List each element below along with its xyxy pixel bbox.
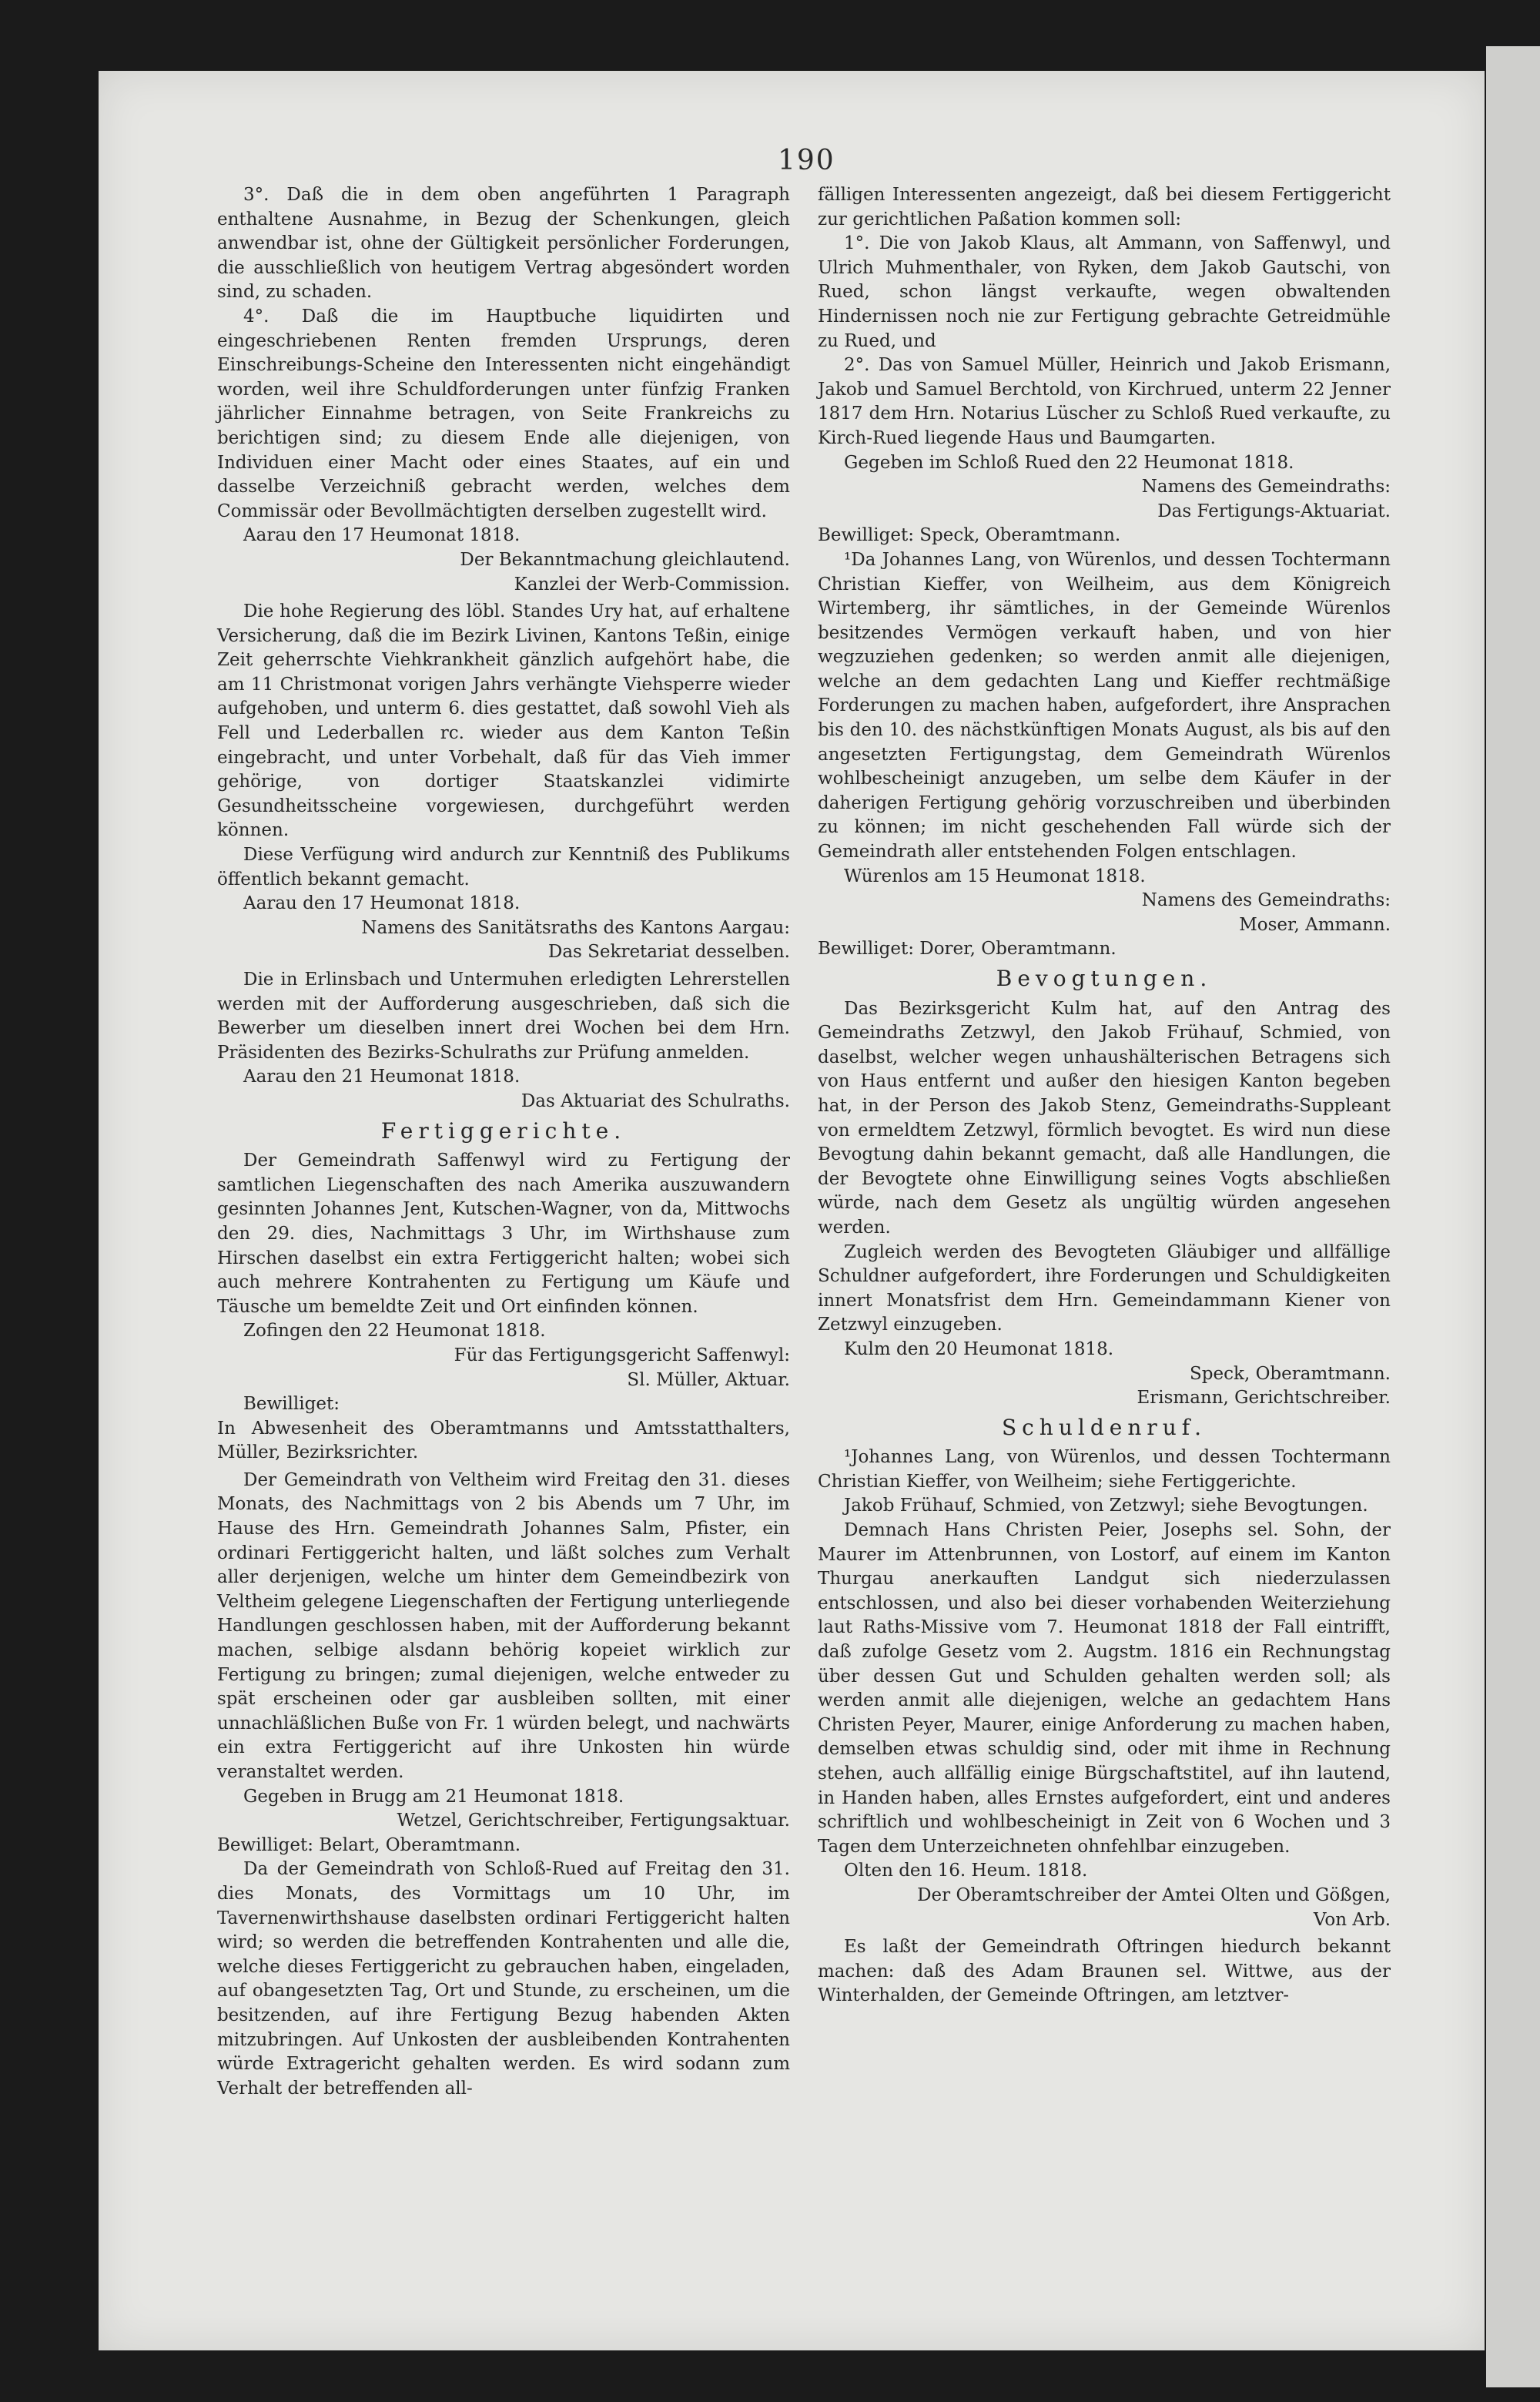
signature-line: Moser, Ammann. bbox=[1239, 914, 1391, 935]
signature-line: Der Bekanntmachung gleichlautend. bbox=[460, 549, 790, 570]
right-column bbox=[818, 183, 1391, 2008]
paragraph: In Abwesenheit des Oberamtmanns und Amtsstatthalters, Müller, Bezirksrichter. bbox=[217, 1418, 790, 1463]
paragraph: Aarau den 17 Heumonat 1818. bbox=[243, 893, 521, 914]
paragraph: Bewilliget: Belart, Oberamtmann. bbox=[217, 1834, 521, 1855]
paragraph: Diese Verfügung wird andurch zur Kenntniß des Publikums öffentlich bekannt gemacht. bbox=[217, 845, 790, 889]
signature-line: Sl. Müller, Aktuar. bbox=[627, 1369, 790, 1390]
paragraph: Der Gemeindrath Saffenwyl wird zu Fertigung der samtlichen Liegenschaften des nach Amerika auszuwandern gesinnten Johannes Jent, Kutschen-Wagner, von da, Mittwochs den 29. dies, Nachmittags 3 Uhr, im Wirthshause zum Hirschen daselbst ein extra Fertiggericht halten; wobei sich auch mehrere Kontrahenten zu Fertigung um Käufe und Täusche um bemeldte Zeit und Ort einfinden können. bbox=[217, 1151, 790, 1317]
paragraph: 3°. Daß die in dem oben angeführten 1 Paragraph enthaltene Ausnahme, in Bezug der Schenkungen, gleich anwendbar ist, ohne der Gültigkeit persönlicher Forderungen, die ausschließlich von heutigem Vertrag abgesöndert worden sind, zu schaden. bbox=[217, 185, 790, 303]
paragraph: 1°. Die von Jakob Klaus, alt Ammann, von Saffenwyl, und Ulrich Muhmenthaler, von Ryken, dem Jakob Gautschi, von Rued, schon längst verkaufte, wegen obwaltenden Hindernissen noch nie zur Fertigung gebrachte Getreidmühle zu Rued, und bbox=[818, 233, 1391, 351]
section-heading: Bevogtungen. bbox=[996, 966, 1213, 991]
paragraph: Das Bezirksgericht Kulm hat, auf den Antrag des Gemeindraths Zetzwyl, den Jakob Frühauf, Schmied, von daselbst, welcher wegen unhaushälterischen Betragens sich von Haus entfernt und außer den hiesigen Kanton begeben hat, in der Person des Jakob Stenz, Gemeindraths-Suppleant von ermeldtem Zetzwyl, förmlich bevogtet. Es wird nun diese Bevogtung dahin bekannt gemacht, daß alle Handlungen, die der Bevogtete ohne Einwilligung seines Vogts abschließen würde, nach dem Gesetz als ungültig würden angesehen werden. bbox=[818, 998, 1391, 1238]
section-heading: Schuldenruf. bbox=[1001, 1414, 1207, 1440]
left-column bbox=[217, 183, 790, 2101]
paragraph: Olten den 16. Heum. 1818. bbox=[844, 1861, 1088, 1881]
paragraph: Demnach Hans Christen Peier, Josephs sel. Sohn, der Maurer im Attenbrunnen, von Lostorf, auf einem im Kanton Thurgau anerkauften Landgut sich niederzulassen entschlossen, und also bei dieser vorhabenden Weiterziehung laut Raths-Missive vom 7. Heumonat 1818 der Fall eintrifft, daß zufolge Gesetz vom 2. Augstm. 1816 ein Rechnungstag über dessen Gut und Schulden gehalten werden soll; als werden anmit alle diejenigen, welche an gedachtem Hans Christen Peyer, Maurer, einige Anforderung zu machen haben, demselben etwas schuldig sind, oder mit ihme in Rechnung stehen, auch allfällig einige Bürgschaftstitel, auf ihn lautend, in Handen haben, alles Ernstes aufgefordert, eint und anderes schriftlich und wohlbescheinigt in Zeit von 6 Wochen und 3 Tagen dem Unterzeichneten ohnfehlbar einzugeben. bbox=[818, 1520, 1391, 1857]
signature-line: Das Fertigungs-Aktuariat. bbox=[1157, 501, 1391, 521]
signature-line: Erismann, Gerichtschreiber. bbox=[1137, 1388, 1391, 1409]
signature-line: Speck, Oberamtmann. bbox=[1190, 1363, 1391, 1384]
section-heading: Fertiggerichte. bbox=[380, 1117, 627, 1144]
paragraph: Gegeben in Brugg am 21 Heumonat 1818. bbox=[243, 1786, 624, 1807]
paragraph: 4°. Daß die im Hauptbuche liquidirten und eingeschriebenen Renten fremden Ursprungs, deren Einschreibungs-Scheine den Interessenten nicht eingehändigt worden, weil ihre Schuldforderungen unter fünfzig Franken jährlicher Einnahme betragen, von Seite Frankreichs zu berichtigen sind; zu diesem Ende alle diejenigen, von Individuen einer Macht oder eines Staates, auf ein und dasselbe Verzeichniß gebracht werden, welches dem Commissär oder Bevollmächtigten derselben zugestellt wird. bbox=[217, 306, 790, 521]
paragraph: Da der Gemeindrath von Schloß-Rued auf Freitag den 31. dies Monats, des Vormittags um 10 Uhr, im Tavernenwirthshause daselbsten ordinari Fertiggericht halten wird; so werden die betreffenden Kontrahenten und alle die, welche dieses Fertiggericht zu gebrauchen haben, eingeladen, auf obangesetzten Tag, Ort und Stunde, zu erscheinen, um die besitzenden, auf ihre Fertigung Bezug habenden Akten mitzubringen. Auf Unkosten der ausbleibenden Kontrahenten würde Extragericht gehalten werden. Es wird sodann zum Verhalt der betreffenden all- bbox=[217, 1859, 790, 2099]
paragraph: 2°. Das von Samuel Müller, Heinrich und Jakob Erismann, Jakob und Samuel Berchtold, von Kirchrued, unterm 22 Jenner 1817 dem Hrn. Notarius Lüscher zu Schloß Rued verkaufte, zu Kirch-Rued liegende Haus und Baumgarten. bbox=[818, 355, 1391, 448]
paragraph: Würenlos am 15 Heumonat 1818. bbox=[844, 866, 1146, 886]
paragraph: Die in Erlinsbach und Untermuhen erledigten Lehrerstellen werden mit der Aufforderung ausgeschrieben, daß sich die Bewerber um dieselben innert drei Wochen bei dem Hrn. Präsidenten des Bezirks-Schulraths zur Prüfung anmelden. bbox=[217, 970, 790, 1063]
paragraph: Bewilliget: bbox=[243, 1394, 340, 1415]
signature-line: Von Arb. bbox=[1313, 1909, 1391, 1930]
paragraph: Zofingen den 22 Heumonat 1818. bbox=[243, 1321, 546, 1342]
paragraph: Aarau den 17 Heumonat 1818. bbox=[243, 525, 521, 546]
paragraph: Jakob Frühauf, Schmied, von Zetzwyl; siehe Bevogtungen. bbox=[844, 1496, 1368, 1516]
signature-line: Namens des Sanitätsraths des Kantons Aargau: bbox=[361, 917, 790, 938]
paragraph: Der Gemeindrath von Veltheim wird Freitag den 31. dieses Monats, des Nachmittags von 2 bis Abends um 7 Uhr, im Hause des Hrn. Gemeindrath Johannes Salm, Pfister, ein ordinari Fertiggericht halten, und läßt solches zum Verhalt aller derjenigen, welche um hinter dem Gemeindbezirk von Veltheim gelegene Liegenschaften der Fertigung unterliegende Handlungen geschlossen haben, mit der Aufforderung bekannt machen, selbige alsdann behörig kopeiet wirklich zur Fertigung zu bringen; zumal diejenigen, welche entweder zu spät erscheinen oder gar ausbleiben sollten, mit einer unnachläßlichen Buße von Fr. 1 würden belegt, und nachwärts ein extra Fertiggericht auf ihre Unkosten hin würde veranstaltet werden. bbox=[217, 1469, 790, 1782]
page-number: 190 bbox=[778, 145, 835, 176]
paragraph: Bewilliget: Speck, Oberamtmann. bbox=[818, 525, 1121, 546]
paragraph: ¹Da Johannes Lang, von Würenlos, und dessen Tochtermann Christian Kieffer, von Weilheim, aus dem Königreich Wirtemberg, ihr sämtliches, in der Gemeinde Würenlos besitzendes Vermögen verkauft haben, und von hier wegzuziehen gedenken; so werden anmit alle diejenigen, welche an dem gedachten Lang und Kieffer rechtmäßige Forderungen zu machen haben, aufgefordert, ihre Ansprachen bis den 10. des nächstkünftigen Monats August, als bis auf den angesetzten Fertigungstag, dem Gemeindrath Würenlos wohlbescheinigt anzugeben, um selbe dem Käufer in der daherigen Fertigung gehörig vorzuschreiben und überbinden zu können; im nicht geschehenden Fall würde sich der Gemeindrath aller entstehenden Folgen entschlagen. bbox=[818, 549, 1391, 863]
signature-line: Das Sekretariat desselben. bbox=[547, 942, 790, 963]
paragraph: Die hohe Regierung des löbl. Standes Ury hat, auf erhaltene Versicherung, daß die im Bezirk Livinen, Kantons Teßin, einige Zeit geherrschte Viehkrankheit gänzlich aufgehört habe, die am 11 Christmonat vorigen Jahrs verhängte Viehsperre wieder aufgehoben, und unterm 6. dies gestattet, daß sowohl Vieh als Fell und Lederballen rc. wieder aus dem Kanton Teßin eingebracht, und unter Vorbehalt, daß für das Vieh immer gehörige, von dortiger Staatskanzlei vidimirte Gesundheitsscheine vorgewiesen, durchgeführt werden können. bbox=[217, 601, 790, 841]
paragraph: Kulm den 20 Heumonat 1818. bbox=[844, 1338, 1114, 1359]
paragraph: fälligen Interessenten angezeigt, daß bei diesem Fertiggericht zur gerichtlichen Paßation kommen soll: bbox=[818, 185, 1391, 229]
signature-line: Namens des Gemeindraths: bbox=[1141, 477, 1391, 497]
paragraph: ¹Johannes Lang, von Würenlos, und dessen Tochtermann Christian Kieffer, von Weilheim; siehe Fertiggerichte. bbox=[818, 1447, 1391, 1492]
paragraph: Bewilliget: Dorer, Oberamtmann. bbox=[818, 939, 1116, 960]
paragraph: Es laßt der Gemeindrath Oftringen hiedurch bekannt machen: daß des Adam Braunen sel. Wittwe, aus der Winterhalden, der Gemeinde Oftringen, am letztver- bbox=[818, 1937, 1391, 2006]
paragraph: Gegeben im Schloß Rued den 22 Heumonat 1818. bbox=[844, 452, 1294, 473]
adjacent-page-edge bbox=[1486, 46, 1540, 2387]
signature-line: Das Aktuariat des Schulraths. bbox=[521, 1090, 790, 1111]
paragraph: Zugleich werden des Bevogteten Gläubiger und allfällige Schuldner aufgefordert, ihre Forderungen und Schuldigkeiten innert Monatsfrist dem Hrn. Gemeindammann Kiener von Zetzwyl einzugeben. bbox=[818, 1241, 1391, 1335]
signature-line: Wetzel, Gerichtschreiber, Fertigungsaktuar. bbox=[397, 1811, 790, 1831]
signature-line: Kanzlei der Werb-Commission. bbox=[514, 574, 790, 595]
signature-line: Namens des Gemeindraths: bbox=[1141, 890, 1391, 911]
paragraph: Aarau den 21 Heumonat 1818. bbox=[243, 1067, 521, 1087]
signature-line: Der Oberamtschreiber der Amtei Olten und Gößgen, bbox=[917, 1884, 1391, 1905]
signature-line: Für das Fertigungsgericht Saffenwyl: bbox=[454, 1345, 790, 1365]
